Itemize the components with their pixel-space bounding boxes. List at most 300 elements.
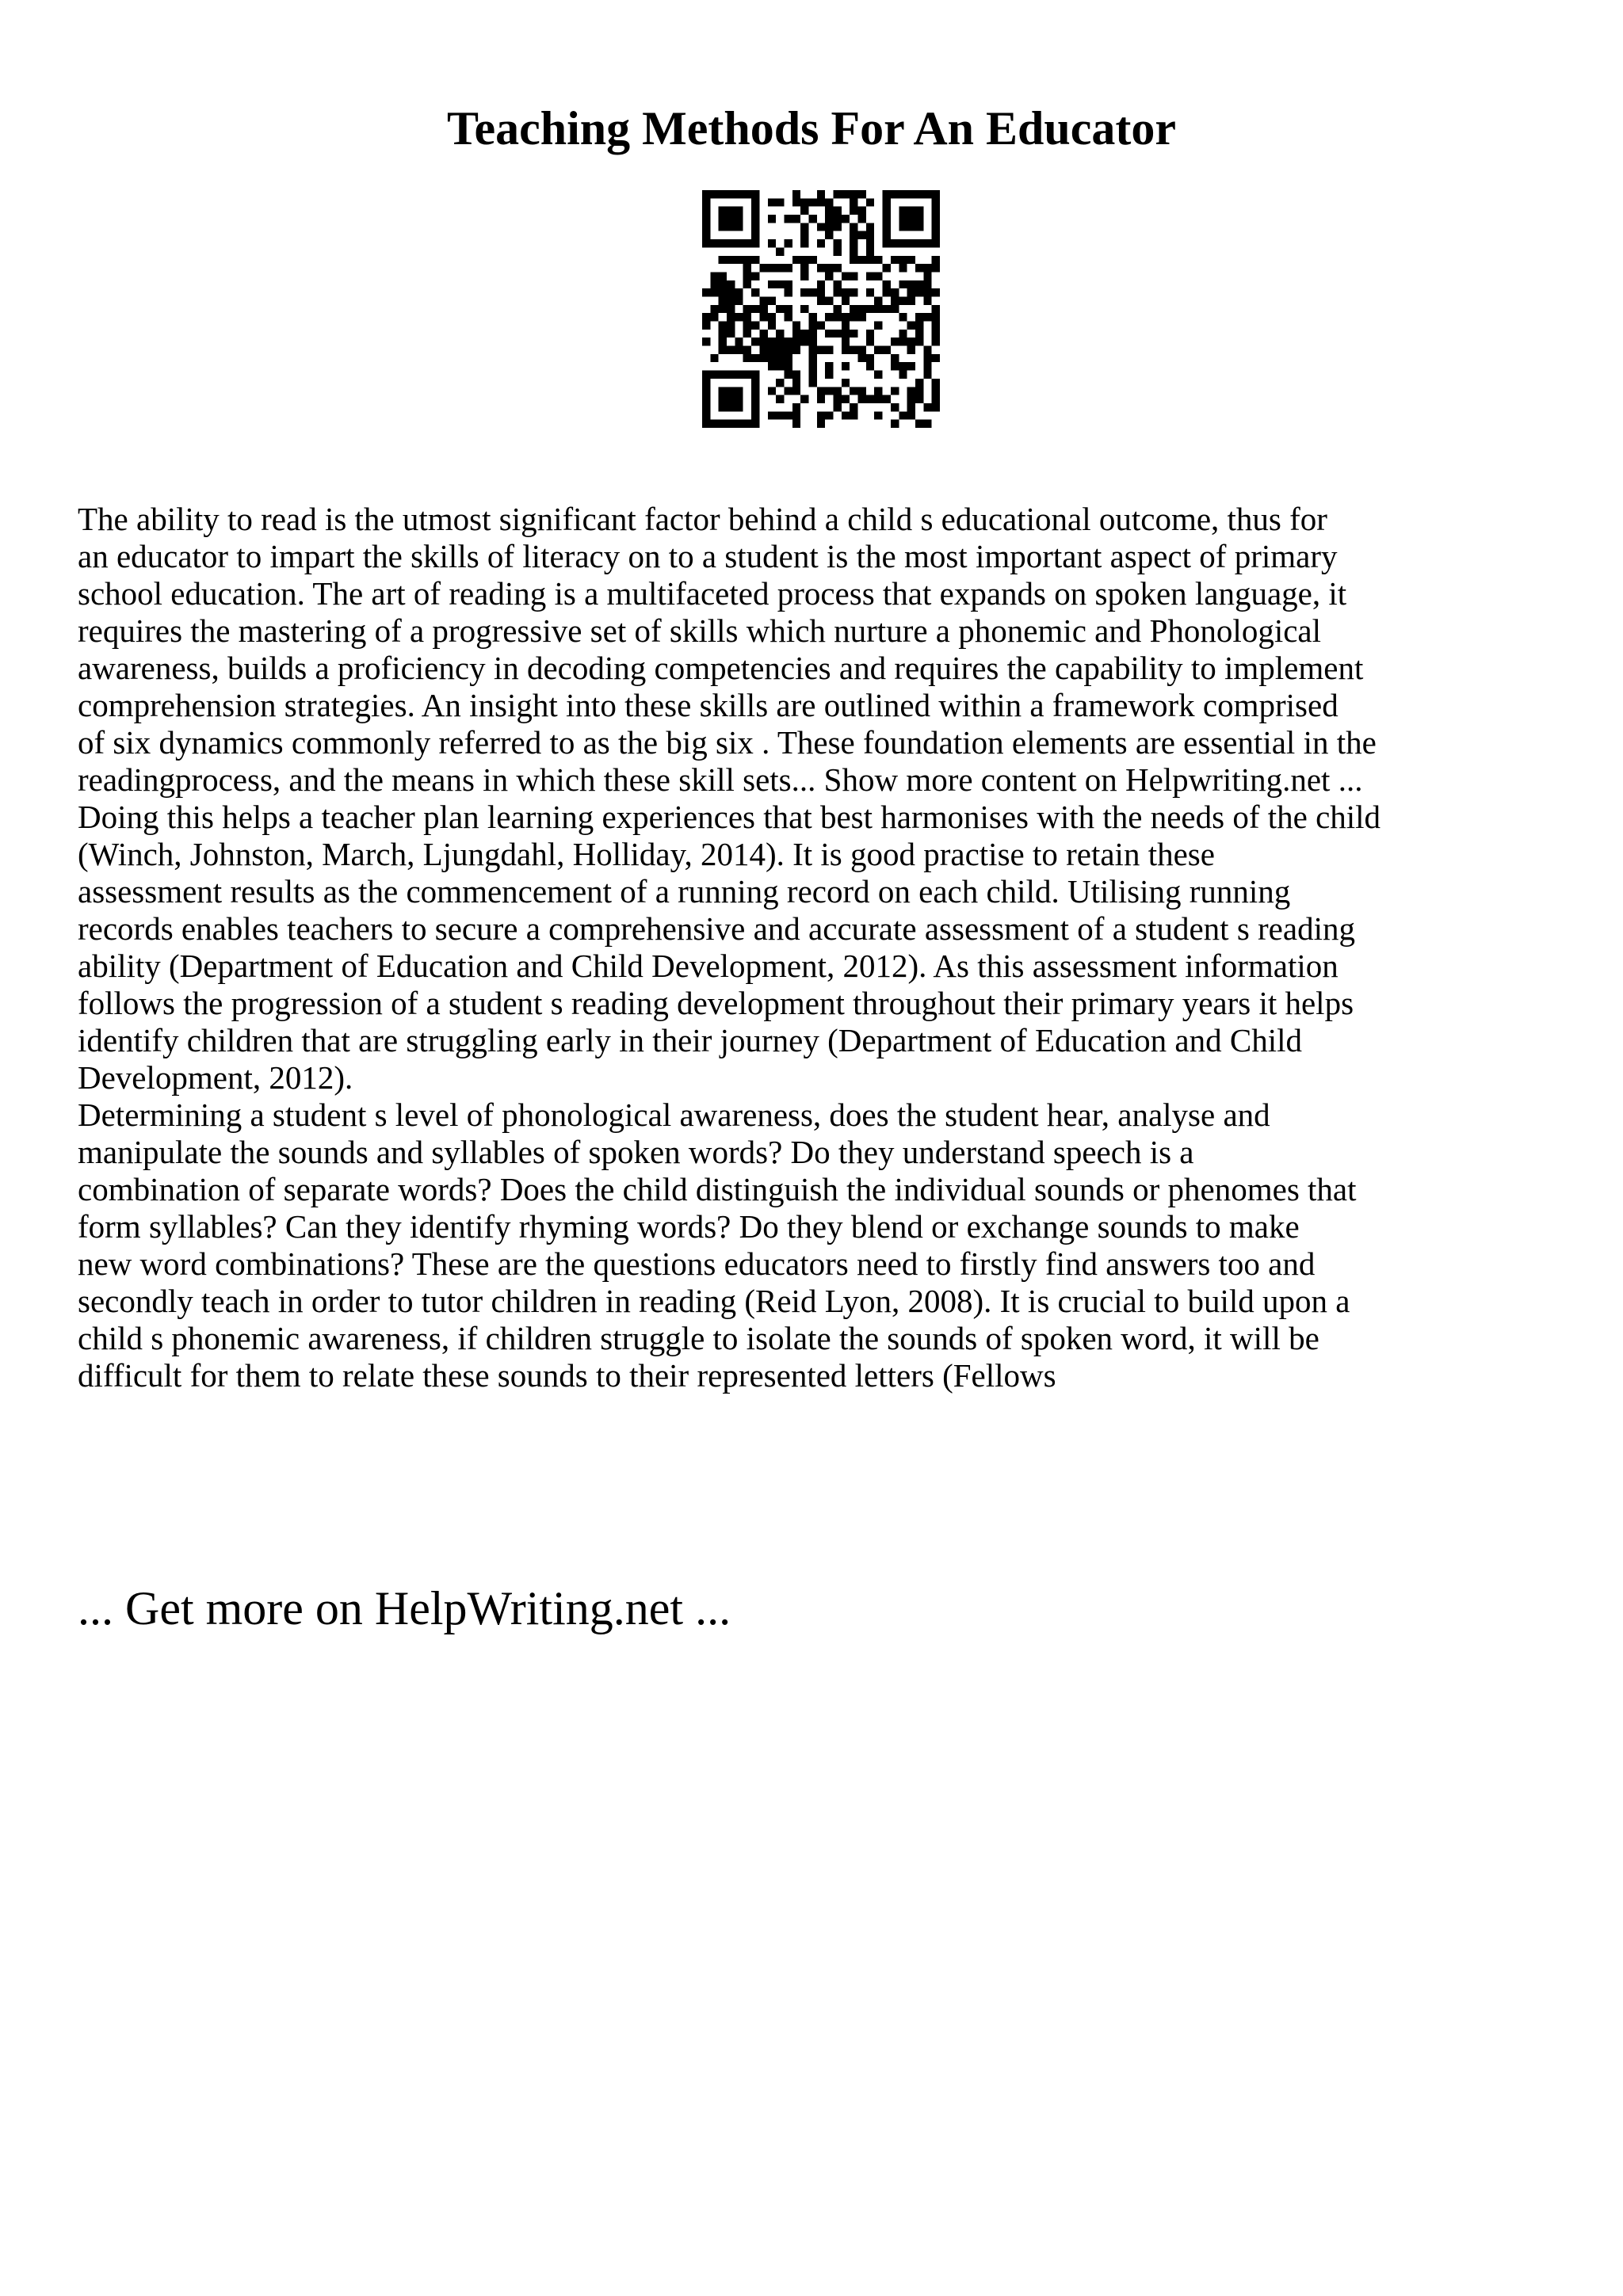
qr-module (808, 322, 816, 330)
qr-module (915, 338, 923, 345)
qr-module (702, 387, 710, 395)
qr-module (899, 371, 907, 379)
qr-module (784, 346, 792, 354)
qr-module (842, 313, 850, 321)
qr-module (932, 387, 940, 395)
qr-module (735, 346, 743, 354)
qr-module (899, 215, 907, 223)
qr-module (899, 256, 907, 264)
qr-module (834, 313, 842, 321)
qr-module (702, 207, 710, 215)
qr-module (842, 190, 850, 198)
qr-module (710, 288, 718, 296)
qr-module (751, 371, 759, 379)
qr-module (808, 256, 816, 264)
qr-module (751, 305, 759, 313)
qr-module (891, 288, 899, 296)
qr-module (817, 223, 825, 231)
qr-module (915, 387, 923, 395)
qr-module (907, 362, 915, 370)
qr-module (727, 223, 735, 231)
body-line: Development, 2012). (78, 1059, 353, 1096)
qr-module (710, 280, 718, 288)
qr-module (923, 288, 931, 296)
qr-module (784, 338, 792, 345)
qr-module (825, 411, 833, 419)
qr-module (858, 387, 866, 395)
qr-module (850, 411, 857, 419)
qr-module (915, 215, 923, 223)
qr-module (842, 322, 850, 330)
qr-module (719, 288, 727, 296)
qr-module (825, 371, 833, 379)
qr-module (850, 247, 857, 255)
qr-module (923, 313, 931, 321)
qr-module (891, 338, 899, 345)
qr-module (768, 354, 776, 362)
qr-module (776, 305, 784, 313)
qr-module (808, 346, 816, 354)
qr-module (808, 288, 816, 296)
qr-module (702, 379, 710, 387)
qr-module (792, 411, 800, 419)
qr-module (727, 288, 735, 296)
qr-module (817, 239, 825, 247)
qr-module (834, 280, 842, 288)
qr-module (719, 239, 727, 247)
qr-module (858, 190, 866, 198)
qr-module (915, 190, 923, 198)
qr-module (907, 346, 915, 354)
qr-module (817, 322, 825, 330)
qr-module (792, 403, 800, 411)
qr-module (842, 346, 850, 354)
qr-module (899, 239, 907, 247)
document-title: Teaching Methods For An Educator (446, 102, 1177, 154)
qr-module (891, 305, 899, 313)
qr-module (817, 411, 825, 419)
qr-module (768, 338, 776, 345)
qr-module (891, 256, 899, 264)
qr-module (874, 371, 882, 379)
qr-module (719, 272, 727, 280)
qr-module (702, 223, 710, 231)
qr-module (891, 354, 899, 362)
qr-module (874, 305, 882, 313)
qr-module (834, 387, 842, 395)
qr-module (800, 330, 808, 338)
qr-module (825, 296, 833, 304)
qr-module (702, 420, 710, 428)
qr-module (915, 288, 923, 296)
qr-module (883, 239, 891, 247)
qr-module (792, 420, 800, 428)
qr-module (768, 198, 776, 206)
qr-module (923, 371, 931, 379)
qr-module (842, 215, 850, 223)
qr-module (923, 264, 931, 272)
qr-module (866, 223, 874, 231)
qr-module (784, 313, 792, 321)
qr-module (792, 371, 800, 379)
qr-module (915, 379, 923, 387)
qr-module (735, 371, 743, 379)
qr-module (800, 198, 808, 206)
qr-module (842, 362, 850, 370)
qr-module (751, 272, 759, 280)
qr-module (702, 215, 710, 223)
qr-module (932, 223, 940, 231)
qr-module (874, 346, 882, 354)
qr-module (907, 288, 915, 296)
qr-module (735, 256, 743, 264)
qr-module (743, 330, 751, 338)
qr-module (891, 403, 899, 411)
qr-module (719, 223, 727, 231)
qr-module (776, 379, 784, 387)
qr-module (768, 411, 776, 419)
qr-module (719, 371, 727, 379)
qr-module (817, 395, 825, 403)
qr-module (727, 239, 735, 247)
qr-module (784, 354, 792, 362)
body-line: child s phonemic awareness, if children struggle to isolate the sounds of spoken word, it will be (78, 1320, 1319, 1356)
qr-module (743, 256, 751, 264)
body-line: difficult for them to relate these sounds to their represented letters (Fellows (78, 1357, 1056, 1394)
qr-module (800, 338, 808, 345)
qr-module (719, 338, 727, 345)
qr-module (751, 288, 759, 296)
qr-module (710, 239, 718, 247)
qr-module (710, 420, 718, 428)
qr-module (768, 387, 776, 395)
qr-module (866, 272, 874, 280)
qr-module (834, 395, 842, 403)
qr-module (751, 223, 759, 231)
body-line: manipulate the sounds and syllables of spoken words? Do they understand speech is a (78, 1134, 1194, 1170)
body-line: The ability to read is the utmost significant factor behind a child s educational outcome, thus for (78, 501, 1327, 537)
qr-module (825, 264, 833, 272)
qr-module (932, 322, 940, 330)
body-line: school education. The art of reading is a multifaceted process that expands on spoken language, it (78, 575, 1347, 612)
qr-module (768, 239, 776, 247)
qr-module (883, 207, 891, 215)
qr-module (932, 288, 940, 296)
qr-module (834, 215, 842, 223)
qr-module (776, 330, 784, 338)
qr-module (899, 280, 907, 288)
qr-module (932, 264, 940, 272)
qr-module (874, 256, 882, 264)
qr-module (808, 354, 816, 362)
qr-module (776, 338, 784, 345)
body-line: Determining a student s level of phonological awareness, does the student hear, analyse and (78, 1097, 1270, 1133)
qr-module (850, 256, 857, 264)
qr-module (719, 403, 727, 411)
qr-module (735, 207, 743, 215)
qr-module (825, 215, 833, 223)
qr-module (808, 371, 816, 379)
qr-module (825, 198, 833, 206)
qr-module (727, 322, 735, 330)
qr-module (825, 313, 833, 321)
qr-module (751, 354, 759, 362)
qr-module (874, 387, 882, 395)
qr-module (776, 354, 784, 362)
qr-module (743, 313, 751, 321)
qr-module (792, 330, 800, 338)
qr-module (719, 330, 727, 338)
qr-module (719, 305, 727, 313)
qr-module (735, 288, 743, 296)
qr-module (727, 190, 735, 198)
body-line: readingprocess, and the means in which these skill sets... Show more content on Helpwriting.net ... (78, 761, 1363, 798)
qr-module (866, 198, 874, 206)
qr-module (702, 338, 710, 345)
body-line: follows the progression of a student s reading development throughout their primary years it helps (78, 985, 1354, 1021)
qr-module (850, 231, 857, 239)
qr-module (751, 256, 759, 264)
body-line: comprehension strategies. An insight into these skills are outlined within a framework comprised (78, 687, 1338, 723)
qr-module (784, 280, 792, 288)
qr-module (719, 215, 727, 223)
qr-module (883, 280, 891, 288)
qr-module (743, 371, 751, 379)
qr-module (907, 207, 915, 215)
qr-module (808, 313, 816, 321)
qr-module (850, 190, 857, 198)
qr-module (899, 313, 907, 321)
qr-module (759, 264, 767, 272)
qr-module (858, 256, 866, 264)
qr-module (915, 207, 923, 215)
qr-module (842, 338, 850, 345)
qr-module (932, 239, 940, 247)
qr-module (727, 313, 735, 321)
qr-module (850, 223, 857, 231)
body-line: secondly teach in order to tutor children in reading (Reid Lyon, 2008). It is crucial to build upon a (78, 1283, 1350, 1319)
qr-module (907, 387, 915, 395)
qr-module (817, 296, 825, 304)
qr-module (817, 420, 825, 428)
qr-module (899, 223, 907, 231)
qr-module (883, 198, 891, 206)
qr-module (825, 207, 833, 215)
qr-module (792, 387, 800, 395)
qr-module (891, 190, 899, 198)
qr-module (883, 223, 891, 231)
qr-module (850, 239, 857, 247)
qr-module (710, 354, 718, 362)
qr-module (834, 190, 842, 198)
qr-module (792, 379, 800, 387)
body-line: Doing this helps a teacher plan learning experiences that best harmonises with the needs of the child (78, 799, 1381, 835)
qr-module (727, 305, 735, 313)
qr-module (923, 272, 931, 280)
qr-module (776, 247, 784, 255)
qr-module (751, 379, 759, 387)
qr-module (743, 420, 751, 428)
qr-module (834, 305, 842, 313)
qr-module (768, 215, 776, 223)
qr-module (710, 305, 718, 313)
qr-module (702, 411, 710, 419)
qr-module (784, 371, 792, 379)
qr-module (858, 313, 866, 321)
body-line: awareness, builds a proficiency in decoding competencies and requires the capability to implement (78, 650, 1364, 686)
qr-module (776, 346, 784, 354)
qr-module (834, 288, 842, 296)
qr-module (866, 362, 874, 370)
qr-module (825, 362, 833, 370)
qr-module (817, 190, 825, 198)
body-line: ability (Department of Education and Child Development, 2012). As this assessment information (78, 948, 1338, 984)
qr-module (883, 305, 891, 313)
qr-module (883, 288, 891, 296)
qr-module (891, 420, 899, 428)
qr-module (735, 223, 743, 231)
qr-module (825, 223, 833, 231)
qr-module (858, 231, 866, 239)
qr-module (923, 346, 931, 354)
qr-module (800, 264, 808, 272)
qr-module (784, 288, 792, 296)
qr-module (784, 264, 792, 272)
qr-module (850, 313, 857, 321)
qr-module (825, 231, 833, 239)
qr-module (923, 420, 931, 428)
body-line: records enables teachers to secure a comprehensive and accurate assessment of a student s reading (78, 910, 1355, 947)
qr-module (808, 338, 816, 345)
qr-module (719, 296, 727, 304)
qr-module (776, 362, 784, 370)
qr-module (727, 207, 735, 215)
qr-module (817, 346, 825, 354)
qr-module (866, 247, 874, 255)
qr-module (784, 411, 792, 419)
qr-module (727, 256, 735, 264)
qr-module (808, 198, 816, 206)
qr-module (817, 198, 825, 206)
qr-module (735, 403, 743, 411)
qr-module (808, 215, 816, 223)
qr-module (899, 338, 907, 345)
qr-module (907, 296, 915, 304)
qr-module (800, 272, 808, 280)
qr-module (817, 280, 825, 288)
qr-module (932, 256, 940, 264)
qr-module (768, 322, 776, 330)
qr-module (858, 346, 866, 354)
qr-module (735, 215, 743, 223)
qr-module (792, 190, 800, 198)
qr-module (874, 411, 882, 419)
qr-module (923, 239, 931, 247)
qr-module (702, 322, 710, 330)
qr-module (800, 231, 808, 239)
qr-module (899, 190, 907, 198)
qr-module (784, 215, 792, 223)
qr-module (719, 207, 727, 215)
qr-module (866, 354, 874, 362)
body-line: (Winch, Johnston, March, Ljungdahl, Holliday, 2014). It is good practise to retain these (78, 836, 1215, 872)
get-more-link[interactable]: ... Get more on HelpWriting.net ... (78, 1582, 731, 1634)
qr-module (850, 330, 857, 338)
qr-module (825, 330, 833, 338)
qr-module (858, 207, 866, 215)
qr-module (784, 387, 792, 395)
qr-module (792, 338, 800, 345)
qr-module (915, 322, 923, 330)
qr-module (719, 256, 727, 264)
qr-module (834, 223, 842, 231)
body-line: requires the mastering of a progressive set of skills which nurture a phonemic and Phonological (78, 612, 1321, 649)
qr-module (932, 395, 940, 403)
qr-module (858, 395, 866, 403)
qr-module (743, 305, 751, 313)
qr-module (850, 346, 857, 354)
qr-module (834, 330, 842, 338)
qr-module (866, 239, 874, 247)
qr-module (899, 330, 907, 338)
qr-module (842, 272, 850, 280)
qr-module (759, 313, 767, 321)
qr-module (923, 362, 931, 370)
qr-module (751, 338, 759, 345)
body-line: identify children that are struggling early in their journey (Department of Education and Child (78, 1022, 1303, 1058)
qr-module (702, 198, 710, 206)
qr-module (808, 362, 816, 370)
qr-module (751, 322, 759, 330)
qr-module (842, 296, 850, 304)
qr-module (923, 354, 931, 362)
qr-module (792, 198, 800, 206)
qr-module (751, 198, 759, 206)
qr-module (735, 239, 743, 247)
qr-module (759, 330, 767, 338)
qr-module (776, 395, 784, 403)
qr-module (743, 280, 751, 288)
qr-module (891, 296, 899, 304)
qr-module (932, 198, 940, 206)
qr-module (702, 313, 710, 321)
qr-module (850, 288, 857, 296)
qr-module (776, 264, 784, 272)
qr-module (907, 338, 915, 345)
qr-module (866, 338, 874, 345)
qr-module (768, 346, 776, 354)
qr-module (719, 280, 727, 288)
qr-module (735, 190, 743, 198)
qr-module (759, 338, 767, 345)
qr-module (702, 371, 710, 379)
qr-module (866, 305, 874, 313)
qr-module (907, 403, 915, 411)
qr-module (932, 330, 940, 338)
qr-module (842, 395, 850, 403)
qr-module (907, 322, 915, 330)
qr-module (891, 362, 899, 370)
qr-module (907, 215, 915, 223)
qr-module (874, 395, 882, 403)
qr-module (866, 231, 874, 239)
qr-module (727, 403, 735, 411)
qr-module (891, 387, 899, 395)
qr-module (719, 190, 727, 198)
qr-module (915, 395, 923, 403)
qr-module (891, 239, 899, 247)
qr-module (727, 280, 735, 288)
